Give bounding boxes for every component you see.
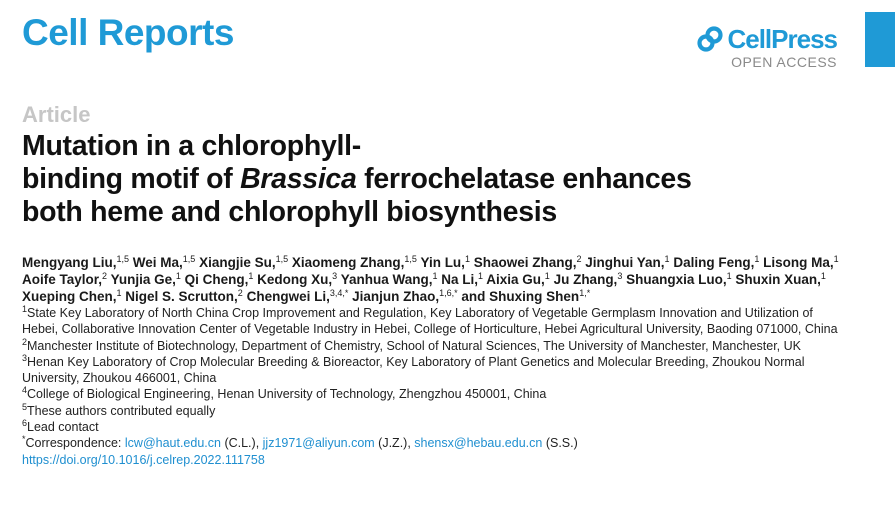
- title-line-2-italic: Brassica: [240, 163, 357, 195]
- author-name: Aixia Gu,: [486, 272, 545, 287]
- author-affiliation-marker: 2: [237, 288, 243, 298]
- author-affiliation-marker: 1: [664, 254, 670, 264]
- author-affiliation-marker: 1: [754, 254, 760, 264]
- author-name: Ju Zhang,: [553, 272, 618, 287]
- author-affiliation-marker: 1,5: [275, 254, 289, 264]
- author-name: Qi Cheng,: [184, 272, 249, 287]
- author-affiliation-marker: 1: [726, 271, 732, 281]
- author-name: Na Li,: [441, 272, 478, 287]
- author-name: Chengwei Li,: [246, 289, 330, 304]
- affiliation-number: 3: [22, 352, 28, 363]
- doi-link[interactable]: https://doi.org/10.1016/j.celrep.2022.111758: [22, 452, 265, 467]
- email-link-3[interactable]: shensx@hebau.edu.cn: [414, 436, 543, 451]
- author-affiliation-marker: 2: [102, 271, 108, 281]
- author-name: Xiaomeng Zhang,: [291, 255, 405, 270]
- author-name: Mengyang Liu,: [22, 255, 117, 270]
- journal-title: Cell Reports: [22, 12, 234, 53]
- author-name: Kedong Xu,: [257, 272, 333, 287]
- author-affiliation-marker: 1,*: [579, 288, 591, 298]
- email-link-1[interactable]: lcw@haut.edu.cn: [124, 436, 221, 451]
- author-affiliation-marker: 1: [175, 271, 181, 281]
- author-name: Yunjia Ge,: [110, 272, 176, 287]
- author-name: Xiangjie Su,: [199, 255, 276, 270]
- article-title: [22, 130, 862, 229]
- affiliation-item: [22, 386, 852, 402]
- author-affiliation-marker: 1: [464, 254, 470, 264]
- author-name: Xueping Chen,: [22, 289, 117, 304]
- affiliation-list: [22, 305, 852, 435]
- author-affiliation-marker: 1: [544, 271, 550, 281]
- affiliation-text: Henan Key Laboratory of Crop Molecular Breeding & Bioreactor, Key Laboratory of Plant Genetics and Molecular Breeding, Zhoukou Normal University, Zhoukou 466001, China: [22, 354, 805, 386]
- author-affiliation-marker: 1: [248, 271, 254, 281]
- author-affiliation-marker: 1,5: [182, 254, 196, 264]
- affiliation-text: Lead contact: [27, 420, 99, 435]
- author-affiliation-marker: 3: [617, 271, 623, 281]
- correspondence-label: Correspondence:: [25, 436, 125, 451]
- correspondence-line: [22, 435, 852, 451]
- author-name: Yin Lu,: [420, 255, 465, 270]
- affiliation-text: These authors contributed equally: [27, 403, 216, 418]
- title-line-2-end: ferrochelatase enhances: [356, 163, 692, 195]
- affiliation-item: [22, 419, 852, 435]
- author-name: Lisong Ma,: [763, 255, 834, 270]
- author-affiliation-marker: 2: [576, 254, 582, 264]
- author-name: Yanhua Wang,: [340, 272, 433, 287]
- affiliation-number: 1: [22, 304, 28, 314]
- author-affiliation-marker: 3,4,*: [329, 288, 349, 298]
- author-name: Shuangxia Luo,: [626, 272, 727, 287]
- affiliation-number: 5: [22, 401, 28, 412]
- author-list: [22, 254, 862, 305]
- author-affiliation-marker: 1: [478, 271, 484, 281]
- correspondence-asterisk: *: [22, 434, 26, 445]
- author-name: Wei Ma,: [132, 255, 183, 270]
- affiliation-item: [22, 403, 852, 419]
- author-name: Daling Feng,: [673, 255, 755, 270]
- correspondence-who-1: (C.L.),: [220, 436, 263, 451]
- author-name: Shaowei Zhang,: [473, 255, 577, 270]
- publisher-name: CellPress: [727, 24, 837, 54]
- author-affiliation-marker: 1: [833, 254, 839, 264]
- email-link-2[interactable]: jjz1971@aliyun.com: [262, 436, 375, 451]
- author-name: Aoife Taylor,: [22, 272, 103, 287]
- affiliation-number: 2: [22, 336, 28, 347]
- author-name: Shuxin Xuan,: [735, 272, 821, 287]
- open-access-label: OPEN ACCESS: [731, 54, 837, 70]
- correspondence-who-3: (S.S.): [542, 436, 578, 451]
- title-line-1: Mutation in a chlorophyll-: [22, 130, 361, 162]
- publisher-brand: [697, 26, 837, 70]
- doi-line: [22, 452, 852, 468]
- author-affiliation-marker: 3: [332, 271, 338, 281]
- author-name: Nigel S. Scrutton,: [125, 289, 238, 304]
- affiliation-item: [22, 338, 852, 354]
- affiliation-text: College of Biological Engineering, Henan University of Technology, Zhengzhou 450001, China: [27, 387, 547, 402]
- author-name: and Shuxing Shen: [461, 289, 580, 304]
- title-line-3: both heme and chlorophyll biosynthesis: [22, 196, 557, 228]
- affiliation-item: [22, 305, 852, 338]
- article-type-label: Article: [22, 102, 91, 127]
- author-name: Jinghui Yan,: [585, 255, 665, 270]
- author-affiliation-marker: 1,5: [404, 254, 417, 264]
- affiliation-item: [22, 354, 852, 387]
- correspondence-who-2: (J.Z.),: [374, 436, 415, 451]
- affiliation-number: 6: [22, 418, 28, 429]
- cellpress-logo-icon: [697, 26, 723, 52]
- author-name: Jianjun Zhao,: [352, 289, 440, 304]
- affiliation-number: 4: [22, 385, 28, 396]
- author-affiliation-marker: 1: [432, 271, 438, 281]
- author-affiliation-marker: 1,6,*: [439, 288, 458, 298]
- affiliations-block: [22, 305, 852, 468]
- affiliation-text: State Key Laboratory of North China Crop Improvement and Regulation, Key Laboratory of Vegetable Germplasm Innovation and Utilization of Hebei, Collaborative Innovation Center of Vegetable Industry in Hebei, College of Horticulture, Hebei Agricultural University, Baoding 071000, China: [22, 306, 838, 337]
- journal-color-tab: [865, 12, 895, 67]
- affiliation-text: Manchester Institute of Biotechnology, Department of Chemistry, School of Natural Sciences, The University of Manchester, Manchester, UK: [27, 338, 801, 353]
- author-affiliation-marker: 1: [820, 271, 826, 281]
- author-affiliation-marker: 1: [116, 288, 122, 298]
- author-affiliation-marker: 1,5: [116, 254, 130, 264]
- title-line-2-start: binding motif of: [22, 163, 241, 195]
